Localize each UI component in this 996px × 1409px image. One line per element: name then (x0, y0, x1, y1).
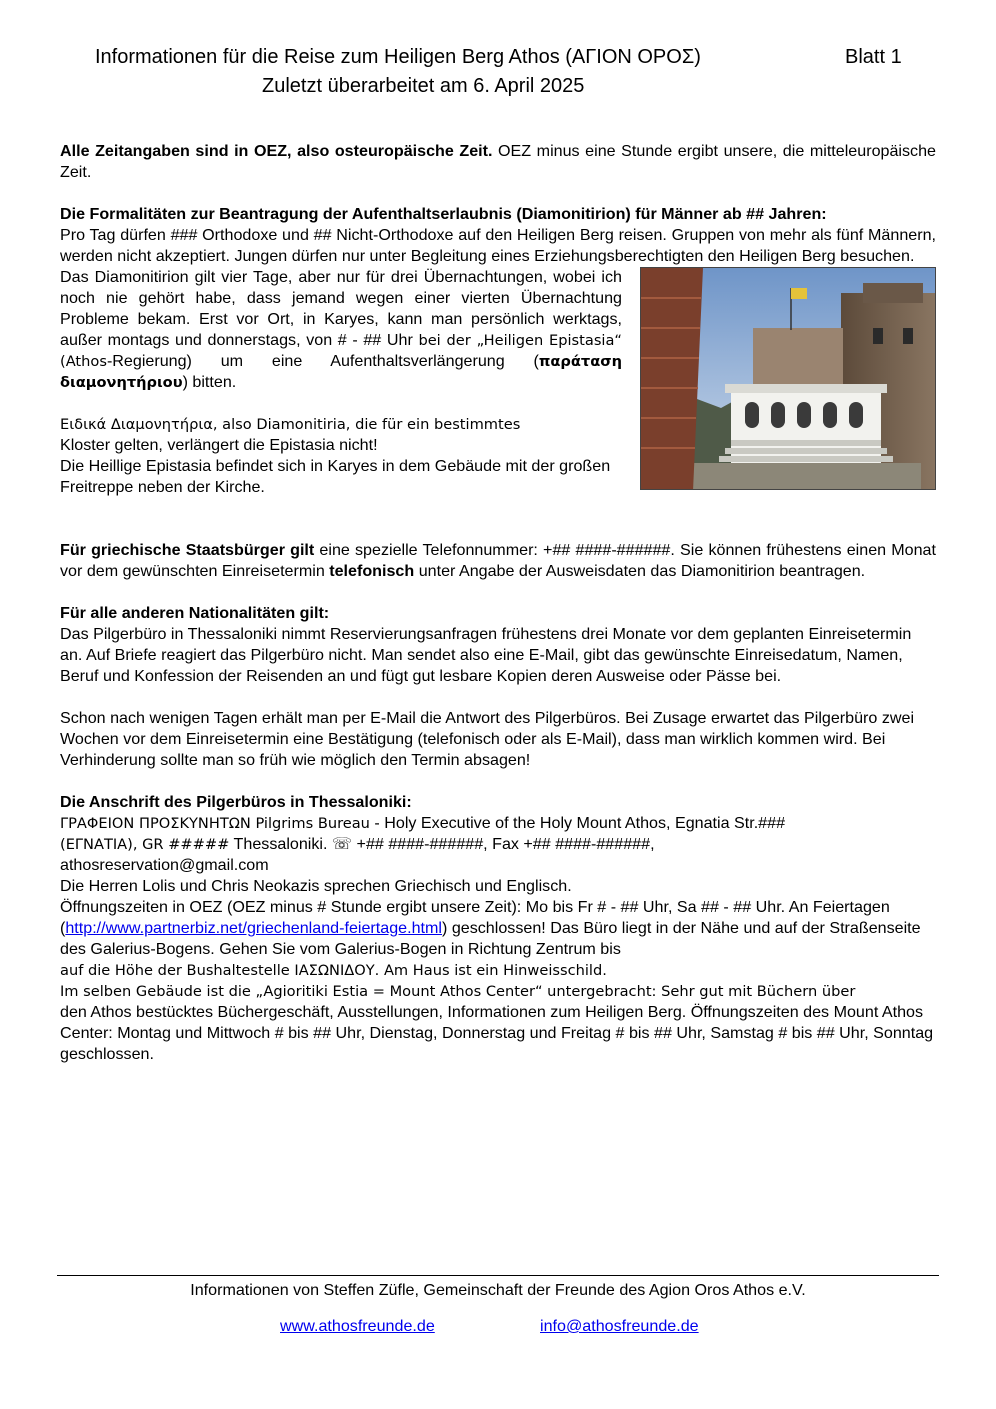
holiday-link[interactable]: http://www.partnerbiz.net/griechenland-feiertage.html (65, 919, 442, 937)
phone-icon: ☏ (331, 835, 353, 853)
sheet-number: Blatt 1 (845, 46, 902, 68)
epistasia-photo (640, 267, 936, 490)
document-title: Informationen für die Reise zum Heiligen Berg Athos (ΑΓΙΟΝ ΟΡΟΣ) (95, 46, 701, 68)
opening-hours: Öffnungszeiten in OEZ (OEZ minus # Stunde ergibt unsere Zeit): Mo bis Fr # - ## Uhr, Sa ## - ## Uhr. An Feiertagen (http://www.partnerbiz.net/griechenland-feiertage.html) geschlossen! Das Büro liegt in der Nähe und auf der Straßenseite des Galerius-Bogens. Gehen Sie vom Galerius-Bogen in Richtung Zentrum bis auf die Höhe der Bushaltestelle ΙΑΣΩΝΙΔΟΥ. Am Haus ist ein Hinweisschild. Im selben Gebäude ist die „Agioritiki Estia = Mount Athos Center“ untergebracht: Sehr gut mit Büchern über den Athos bestücktes Büchergeschäft, Ausstellungen, Informationen zum Heiligen Berg. Öffnungszeiten des Mount Athos Center: Montag und Mittwoch # bis ## Uhr, Dienstag, Donnerstag und Freitag # bis ## Uhr, Samstag # bis ## Uhr, Sonntag geschlossen. (60, 898, 934, 1063)
revision-date: Zuletzt überarbeitet am 6. April 2025 (262, 75, 585, 97)
greek-extension-term: παράταση διαμονητήριου (60, 353, 622, 391)
address-heading: Die Anschrift des Pilgerbüros in Thessaloniki: (60, 793, 412, 811)
formalities-paragraph: Pro Tag dürfen ### Orthodoxe und ## Nicht-Orthodoxe auf den Heiligen Berg reisen. Gruppen von mehr als fünf Männern, werden nicht akzeptiert. Jungen dürfen nur unter Begleitung eines Erziehungsberechtigten den Heiligen Berg besuchen. (60, 226, 936, 265)
epistasia-building-image (641, 268, 936, 490)
diamonitirion-text (60, 267, 622, 498)
footer-divider (57, 1275, 939, 1276)
email-link[interactable]: info@athosfreunde.de (540, 1317, 699, 1335)
page-header (95, 45, 925, 69)
website-link[interactable]: www.athosfreunde.de (280, 1317, 435, 1335)
confirmation-paragraph: Schon nach wenigen Tagen erhält man per E-Mail die Antwort des Pilgerbüros. Bei Zusage erwartet das Pilgerbüro zwei Wochen vor dem Einreisetermin eine Bestätigung (telefonisch oder als E-Mail), dass man wirklich kommen wird. Bei Verhinderung sollte man so früh wie möglich den Termin absagen! (60, 709, 915, 769)
time-note: Alle Zeitangaben sind in OEZ, also osteuropäische Zeit. OEZ minus eine Stunde ergibt unsere, die mitteleuropäische Zeit. (60, 142, 936, 181)
reservation-paragraph: Das Pilgerbüro in Thessaloniki nimmt Reservierungsanfragen frühestens drei Monate vor dem geplanten Einreisetermin an. Auf Briefe reagiert das Pilgerbüro nicht. Man sendet also eine E-Mail, gibt das gewünschte Einreisedatum, Namen, Beruf und Konfession der Reisenden an und fügt gut lesbare Kopien deren Ausweise oder Pässe bei. (60, 625, 912, 685)
footer-credit: Informationen von Steffen Züfle, Gemeinschaft der Freunde des Agion Oros Athos e.V. (190, 1281, 806, 1299)
other-nationalities-heading: Für alle anderen Nationalitäten gilt: (60, 604, 330, 622)
time-note-bold: Alle Zeitangaben sind in OEZ, also osteuropäische Zeit. (60, 142, 493, 160)
greek-citizens-paragraph: Für griechische Staatsbürger gilt eine spezielle Telefonnummer: +## ####-######. Sie können frühestens einen Monat vor dem gewünschten Einreisetermin telefonisch unter Angabe der Ausweisdaten das Diamonitirion beantragen. (60, 541, 936, 580)
document-body (60, 141, 936, 1065)
address-block: ΓΡΑΦΕΙΟΝ ΠΡΟΣΚΥΝΗΤΩΝ Pilgrims Bureau - Holy Executive of the Holy Mount Athos, Egnatia Str.### (ΕΓΝΑΤΙΑ), GR ##### Thessaloniki. ☏ +## ####-######, Fax +## ####-######, athosreservation@gmail.com (60, 814, 786, 874)
bureau-email: athosreservation@gmail.com (60, 856, 269, 874)
epistasia-location: Die Heillige Epistasia befindet sich in Karyes in dem Gebäude mit der großen Freitreppe neben der Kirche. (60, 457, 611, 496)
staff-line: Die Herren Lolis und Chris Neokazis sprechen Griechisch und Englisch. (60, 877, 572, 895)
validity-paragraph: Das Diamonitirion gilt vier Tage, aber nur für drei Übernachtungen, wobei ich noch nie gehört habe, dass jemand wegen einer vierten Übernachtung Probleme bekam. Erst vor Ort, in Karyes, kann man persönlich werktags, außer montags und donnerstags, von # - ## Uhr bei der „Heiligen Epistasia“ (Athos-Regierung) um eine Aufenthaltsverlängerung (παράταση διαμονητήριου) bitten. (60, 268, 622, 391)
special-diamonitiria-note: Ειδικά Διαμονητήρια, also Diamonitiria, die für ein bestimmtes Kloster gelten, verlängert die Epistasia nicht! (60, 416, 521, 454)
formalities-heading: Die Formalitäten zur Beantragung der Aufenthaltserlaubnis (Diamonitirion) für Männer ab ## Jahren: (60, 205, 827, 223)
